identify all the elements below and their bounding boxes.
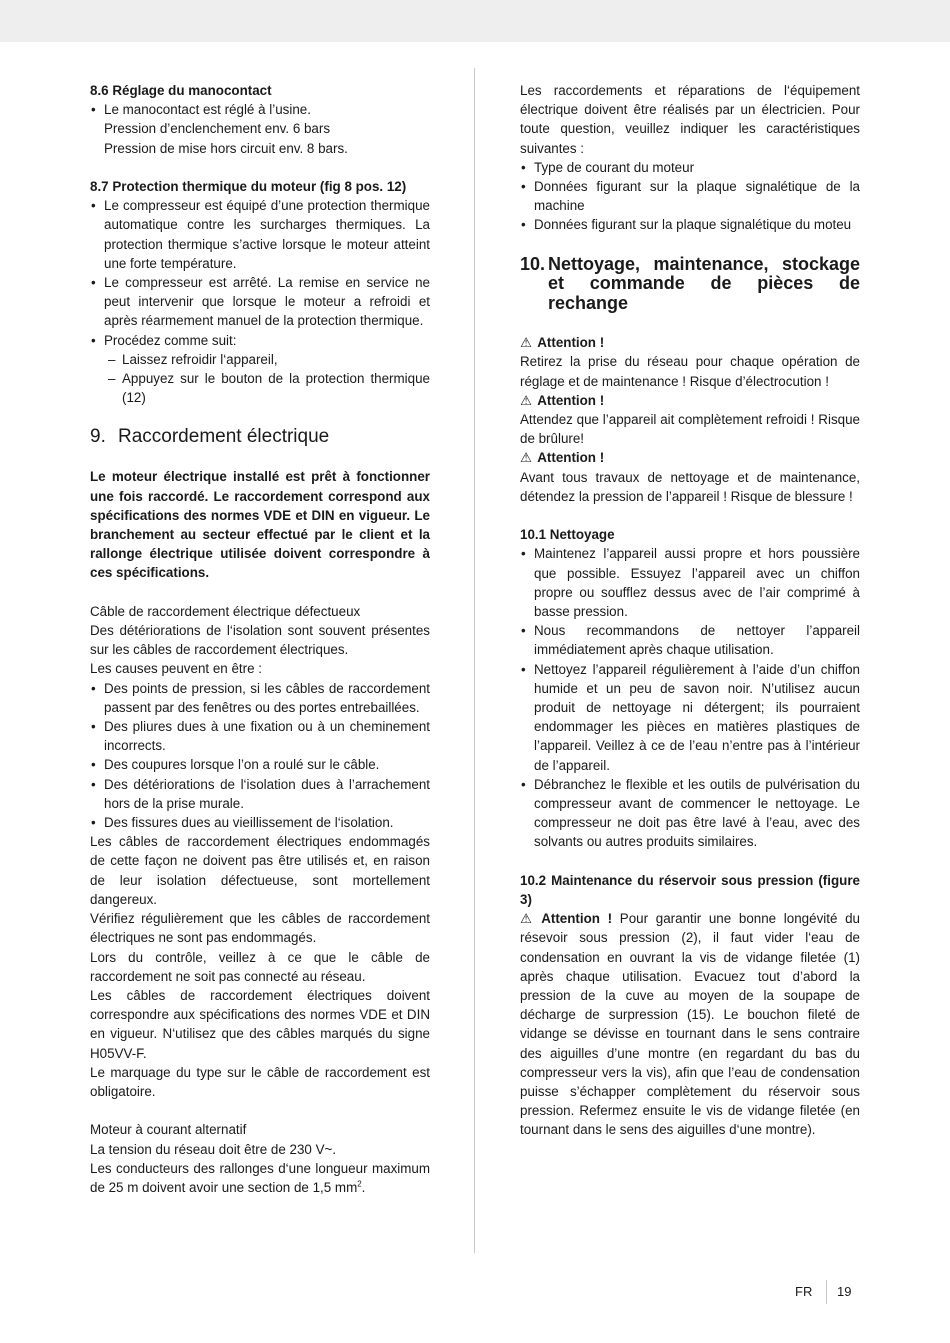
- list-item: – Appuyez sur le bouton de la protection thermique (12): [90, 369, 430, 407]
- section-title: Raccordement électrique: [118, 426, 330, 448]
- warning-heading: [520, 333, 860, 352]
- paragraph: Le marquage du type sur le câble de raccordement est obligatoire.: [90, 1064, 430, 1099]
- section-9-intro: Le moteur électrique installé est prêt à fonctionner une fois raccordé. Le raccordement correspond aux spécifications des normes VDE et DIN en vigueur. Le branchement au secteur effectué par le client et la rallonge électrique utilisée doivent correspondre à ces spécifications.: [90, 469, 430, 581]
- warning-inline: [520, 911, 612, 926]
- list-item-text: Le manocontact est réglé à l’usine.: [104, 102, 311, 118]
- paragraph: Avant tous travaux de nettoyage et de maintenance, détendez la pression de l’appareil ! Risque de blessure !: [520, 469, 860, 504]
- warning-label: Attention !: [537, 450, 605, 466]
- list-item: • Nettoyez l’appareil régulièrement à l’aide d’un chiffon humide et un peu de savon noir. N’utilisez aucun produit de nettoyage ni détergent; ils pourraient endommager les pièces en matières plastiques de l’appareil. Veillez à ce de l’eau n’entre pas à l’intérieur de l’appareil.: [520, 660, 860, 775]
- section-number: 10.: [520, 253, 546, 274]
- paragraph: Attendez que l’appareil ait complètement refroidi ! Risque de brûlure!: [520, 411, 860, 447]
- paragraph-text: .: [361, 1179, 366, 1195]
- list-item: • Des points de pression, si les câbles de raccordement passent par des fenêtres ou des portes entrebaillées.: [90, 679, 430, 717]
- right-column: [520, 81, 860, 1140]
- section-title: Nettoyage, maintenance, stockage et commande de pièces de rechange: [548, 253, 860, 313]
- section-8-7-list: [90, 196, 430, 350]
- paragraph: Lors du contrôle, veillez à ce que le câble de raccordement ne soit pas connecté au réseau.: [90, 949, 430, 984]
- paragraph: Câble de raccordement électrique défectueux: [90, 603, 361, 619]
- warning-heading: [520, 448, 860, 467]
- paragraph-text: Pour garantir une bonne longévité du résevoir sous pression (2), il faut vider l‘eau de condensation en ouvrant la vis de vidange filetée (1) après chaque utilisation. Evacuez tout d’abord la pression de la cuve au moyen de la soupape de décharge de surpression (15). Le bouchon fileté de vidange se dévisse en tournant dans le sens contraire des aiguilles d’une montre (en regardant du bas du compresseur vers la vis), afin que l’eau de condensation puisse s’échapper complètement du réservoir sous pression. Refermez ensuite le vis de vidange filetée (en tournant dans le sens des aiguilles d‘une montre).: [520, 911, 860, 1138]
- paragraph: Vérifiez régulièrement que les câbles de raccordement électriques ne sont pas endommagés.: [90, 911, 430, 946]
- section-8-7-sublist: [90, 350, 430, 408]
- warning-label: Attention !: [537, 392, 605, 408]
- list-item: • Données figurant sur la plaque signalétique du moteu: [520, 215, 860, 234]
- language-code: FR: [795, 1284, 813, 1299]
- page-number: 19: [837, 1284, 852, 1299]
- list-item: [90, 100, 430, 158]
- list-item: • Des fissures dues au vieillissement de l‘isolation.: [90, 813, 430, 832]
- warning-heading: [520, 391, 860, 410]
- list-item: • Le compresseur est équipé d’une protection thermique automatique contre les surcharges thermiques. La protection thermique s’active lorsque le moteur atteint une forte température.: [90, 196, 430, 273]
- left-column: [90, 81, 430, 1197]
- section-8-6-title: 8.6 Réglage du manocontact: [90, 83, 272, 98]
- paragraph: Les câbles de raccordement électriques endommagés de cette façon ne doivent pas être utilisés et, en raison de leur isolation défectueuse, sont mortellement dangereux.: [90, 834, 430, 907]
- characteristics-list: [520, 158, 860, 235]
- paragraph: Les câbles de raccordement électriques doivent correspondre aux spécifications des normes VDE et DIN en vigueur. N‘utilisez que des câbles marqués du signe H05VV-F.: [90, 987, 430, 1061]
- list-item: • Maintenez l’appareil aussi propre et hors poussière que possible. Essuyez l’appareil avec un chiffon propre ou soufflez dessus avec de l’air comprimé à basse pression.: [520, 544, 860, 621]
- superscript: 2: [357, 1179, 362, 1189]
- section-10-1-title: 10.1 Nettoyage: [520, 527, 615, 543]
- paragraph: Les raccordements et réparations de l‘équipement électrique doivent être réalisés par un électricien. Pour toute question, veuillez indiquer les caractéristiques suivantes :: [520, 83, 860, 156]
- paragraph: [520, 909, 860, 1139]
- paragraph: Moteur à courant alternatif: [90, 1122, 247, 1138]
- section-number: 9.: [90, 426, 106, 448]
- list-item: • Des détériorations de l‘isolation dues à l’arrachement hors de la prise murale.: [90, 775, 430, 813]
- list-item: • Le compresseur est arrêté. La remise en service ne peut intervenir que lorsque le moteur a refroidi et après réarmement manuel de la protection thermique.: [90, 273, 430, 331]
- column-divider: [474, 68, 475, 1253]
- warning-icon: ⚠: [520, 450, 533, 466]
- warning-icon: ⚠: [520, 911, 533, 927]
- list-item: • Des pliures dues à une fixation ou à un cheminement incorrects.: [90, 717, 430, 755]
- list-item: • Débranchez le flexible et les outils de pulvérisation du compresseur avant de commencer le nettoyage. Le compresseur ne doit pas être lavé à l’eau, avec des solvants ou autres produits similaires.: [520, 775, 860, 852]
- list-item: • Données figurant sur la plaque signalétique de la machine: [520, 177, 860, 215]
- top-bar: [0, 0, 950, 42]
- section-10-2-title: 10.2 Maintenance du réservoir sous pression (figure 3): [520, 872, 860, 907]
- list-item-text: Pression d’enclenchement env. 6 bars: [104, 121, 331, 137]
- list-item: • Procédez comme suit:: [90, 331, 430, 350]
- list-item: • Nous recommandons de nettoyer l’appareil immédiatement après chaque utilisation.: [520, 621, 860, 659]
- warning-icon: ⚠: [520, 392, 533, 408]
- cleaning-list: [520, 544, 860, 851]
- list-item: • Des coupures lorsque l’on a roulé sur le câble.: [90, 755, 430, 774]
- paragraph: Des détériorations de l‘isolation sont souvent présentes sur les câbles de raccordement électriques.: [90, 623, 430, 658]
- list-item: • Type de courant du moteur: [520, 158, 860, 177]
- section-8-7-title: 8.7 Protection thermique du moteur (fig 8 pos. 12): [90, 179, 407, 194]
- footer-divider: [826, 1280, 827, 1304]
- paragraph-text: Les conducteurs des rallonges d‘une longueur maximum de 25 m doivent avoir une section de 1,5 mm: [90, 1160, 430, 1195]
- paragraph: La tension du réseau doit être de 230 V~.: [90, 1141, 337, 1157]
- paragraph: [90, 1159, 430, 1197]
- causes-list: [90, 679, 430, 833]
- warning-icon: ⚠: [520, 335, 533, 351]
- list-item: – Laissez refroidir l‘appareil,: [90, 350, 430, 369]
- section-10-heading: [520, 255, 860, 314]
- list-item-text: Pression de mise hors circuit env. 8 bars.: [104, 140, 348, 156]
- paragraph: Les causes peuvent en être :: [90, 661, 262, 677]
- section-9-heading: [90, 427, 430, 447]
- warning-label: Attention !: [541, 911, 613, 927]
- page-footer: [0, 1284, 950, 1304]
- warning-label: Attention !: [537, 335, 605, 351]
- paragraph: Retirez la prise du réseau pour chaque opération de réglage et de maintenance ! Risque d’électrocution !: [520, 354, 860, 389]
- section-8-6-list: [90, 100, 430, 158]
